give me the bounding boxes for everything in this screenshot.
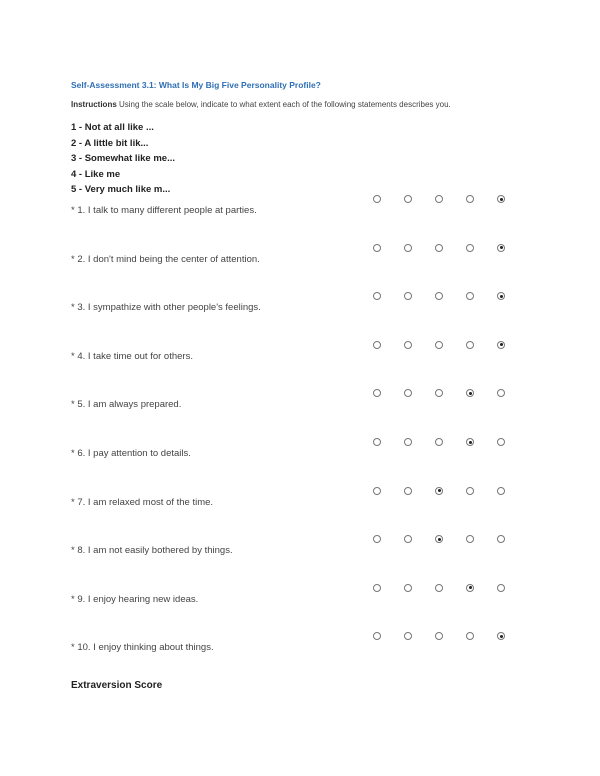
radio-option-1[interactable] (373, 487, 381, 495)
radio-option-3[interactable] (435, 535, 443, 543)
radio-option-3[interactable] (435, 584, 443, 592)
radio-option-1[interactable] (373, 535, 381, 543)
radio-option-4[interactable] (466, 389, 474, 397)
radio-option-5[interactable] (497, 632, 505, 640)
question-text: * 10. I enjoy thinking about things. (71, 642, 214, 654)
radio-option-5[interactable] (497, 292, 505, 300)
radio-option-5[interactable] (497, 584, 505, 592)
radio-option-2[interactable] (404, 195, 412, 203)
radio-option-1[interactable] (373, 584, 381, 592)
radio-option-1[interactable] (373, 292, 381, 300)
radio-option-4[interactable] (466, 244, 474, 252)
rating-scale-legend (71, 120, 175, 198)
scale-item: 3 - Somewhat like me... (71, 153, 176, 164)
radio-option-5[interactable] (497, 487, 505, 495)
radio-option-1[interactable] (373, 341, 381, 349)
page-title: Self-Assessment 3.1: What Is My Big Five Personality Profile? (71, 80, 321, 90)
question-text: * 9. I enjoy hearing new ideas. (71, 593, 199, 605)
radio-option-4[interactable] (466, 584, 474, 592)
radio-option-3[interactable] (435, 438, 443, 446)
radio-option-2[interactable] (404, 244, 412, 252)
radio-option-5[interactable] (497, 195, 505, 203)
radio-option-1[interactable] (373, 389, 381, 397)
scale-item: 2 - A little bit lik... (71, 137, 149, 149)
radio-option-2[interactable] (404, 438, 412, 446)
question-text: * 4. I take time out for others. (71, 350, 193, 362)
radio-option-4[interactable] (466, 535, 474, 543)
radio-option-2[interactable] (404, 632, 412, 640)
radio-option-3[interactable] (435, 244, 443, 252)
radio-option-2[interactable] (404, 341, 412, 349)
instructions-text: Using the scale below, indicate to what extent each of the following statements describes you. (116, 100, 451, 109)
radio-option-1[interactable] (373, 244, 381, 252)
scale-item: 5 - Very much like m... (71, 184, 171, 195)
question-text: * 2. I don't mind being the center of attention. (71, 253, 260, 265)
radio-option-3[interactable] (435, 487, 443, 495)
radio-option-3[interactable] (435, 632, 443, 640)
question-text: * 7. I am relaxed most of the time. (71, 496, 214, 508)
radio-option-1[interactable] (373, 632, 381, 640)
radio-option-2[interactable] (404, 584, 412, 592)
radio-option-4[interactable] (466, 487, 474, 495)
radio-option-3[interactable] (435, 292, 443, 300)
radio-option-4[interactable] (466, 632, 474, 640)
question-text: * 3. I sympathize with other people's feelings. (71, 302, 261, 314)
radio-option-1[interactable] (373, 195, 381, 203)
radio-option-4[interactable] (466, 438, 474, 446)
question-text: * 8. I am not easily bothered by things. (71, 545, 233, 557)
radio-option-2[interactable] (404, 487, 412, 495)
radio-option-3[interactable] (435, 195, 443, 203)
scale-item: 1 - Not at all like ... (71, 122, 154, 133)
radio-option-3[interactable] (435, 389, 443, 397)
instructions-label: Instructions (71, 100, 117, 109)
radio-option-2[interactable] (404, 292, 412, 300)
radio-option-5[interactable] (497, 389, 505, 397)
radio-option-3[interactable] (435, 341, 443, 349)
radio-option-5[interactable] (497, 341, 505, 349)
radio-option-2[interactable] (404, 535, 412, 543)
question-text: * 6. I pay attention to details. (71, 448, 191, 459)
radio-option-5[interactable] (497, 438, 505, 446)
radio-option-4[interactable] (466, 292, 474, 300)
extraversion-score-label: Extraversion Score (71, 680, 163, 691)
radio-option-5[interactable] (497, 535, 505, 543)
radio-option-2[interactable] (404, 389, 412, 397)
instructions (71, 100, 451, 109)
scale-item: 4 - Like me (71, 168, 121, 180)
radio-option-4[interactable] (466, 195, 474, 203)
question-text: * 1. I talk to many different people at parties. (71, 205, 257, 216)
radio-option-1[interactable] (373, 438, 381, 446)
question-text: * 5. I am always prepared. (71, 399, 182, 411)
radio-option-4[interactable] (466, 341, 474, 349)
radio-option-5[interactable] (497, 244, 505, 252)
